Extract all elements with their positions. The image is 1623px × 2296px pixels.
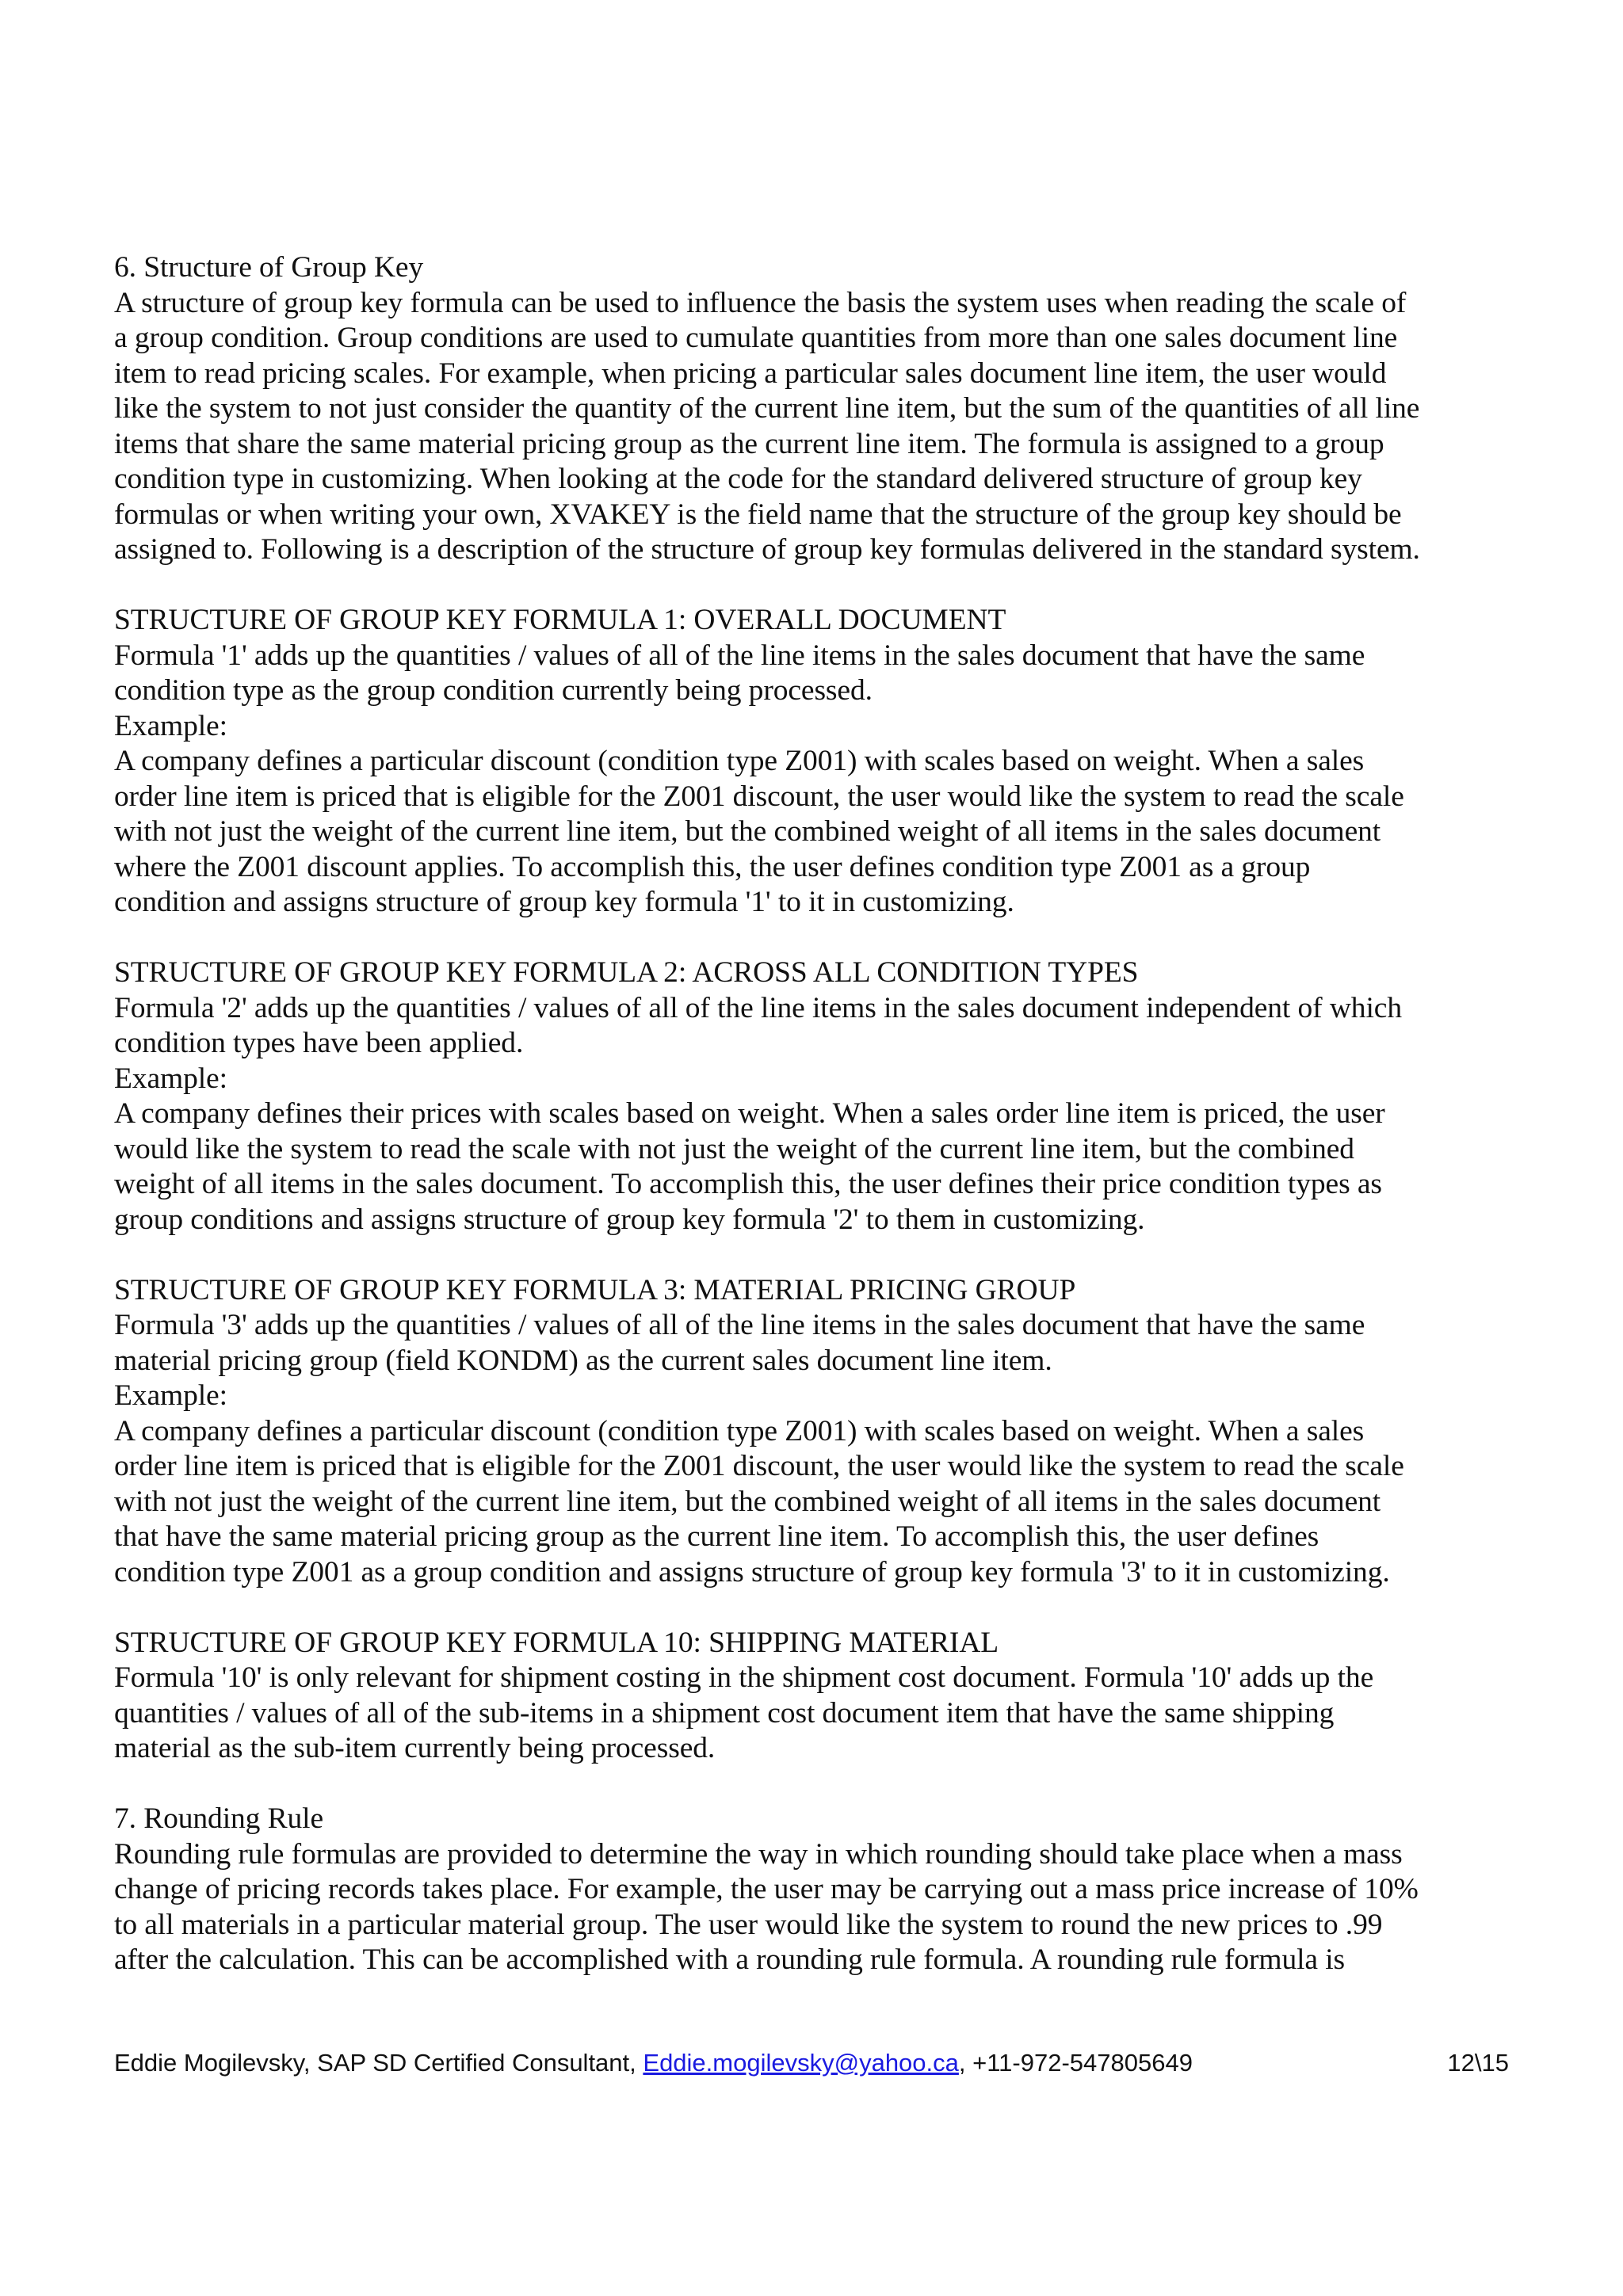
footer-email-link[interactable]: Eddie.mogilevsky@yahoo.ca — [643, 2049, 959, 2077]
paragraph-line: material as the sub-item currently being processed. — [114, 1732, 716, 1764]
paragraph-line: Formula '1' adds up the quantities / values of all of the line items in the sales document that have the same — [114, 639, 1365, 672]
formula-1-block — [114, 603, 1549, 921]
page-footer — [114, 2047, 1509, 2079]
paragraph-line: a group condition. Group conditions are used to cumulate quantities from more than one sales document line — [114, 322, 1398, 354]
paragraph-line: condition type in customizing. When looking at the code for the standard delivered structure of group key — [114, 463, 1362, 495]
footer-phone: , +11-972-547805649 — [958, 2049, 1193, 2077]
paragraph-line: order line item is priced that is eligible for the Z001 discount, the user would like the system to read the scale — [114, 780, 1404, 813]
formula-heading: STRUCTURE OF GROUP KEY FORMULA 1: OVERALL DOCUMENT — [114, 604, 1006, 636]
paragraph-line: where the Z001 discount applies. To accomplish this, the user defines condition type Z001 as a group — [114, 850, 1311, 883]
paragraph-line: material pricing group (field KONDM) as the current sales document line item. — [114, 1344, 1052, 1377]
paragraph-line: to all materials in a particular material group. The user would like the system to round the new prices to .99 — [114, 1908, 1383, 1941]
paragraph-line: order line item is priced that is eligible for the Z001 discount, the user would like the system to read the scale — [114, 1450, 1404, 1482]
document-body — [114, 250, 1549, 2013]
formula-3-block — [114, 1273, 1549, 1591]
paragraph-line: with not just the weight of the current line item, but the combined weight of all items in the sales document — [114, 1485, 1381, 1518]
paragraph-line: Rounding rule formulas are provided to determine the way in which rounding should take place when a mass — [114, 1837, 1403, 1871]
formula-heading: STRUCTURE OF GROUP KEY FORMULA 10: SHIPPING MATERIAL — [114, 1626, 999, 1659]
section-structure-of-group-key — [114, 250, 1549, 568]
formula-heading: STRUCTURE OF GROUP KEY FORMULA 2: ACROSS ALL CONDITION TYPES — [114, 956, 1139, 989]
paragraph-line: Formula '3' adds up the quantities / values of all of the line items in the sales document that have the same — [114, 1309, 1365, 1341]
section-title: 7. Rounding Rule — [114, 1802, 324, 1835]
paragraph-line: condition types have been applied. — [114, 1027, 524, 1059]
example-label: Example: — [114, 1062, 227, 1095]
paragraph-line: that have the same material pricing group as the current line item. To accomplish this, the user defines — [114, 1520, 1319, 1553]
paragraph-line: would like the system to read the scale with not just the weight of the current line item, but the combined — [114, 1132, 1354, 1165]
paragraph-line: condition type as the group condition currently being processed. — [114, 674, 873, 707]
paragraph-line: quantities / values of all of the sub-items in a shipment cost document item that have the same shipping — [114, 1696, 1335, 1730]
section-rounding-rule — [114, 1802, 1549, 1978]
paragraph-line: A company defines a particular discount (condition type Z001) with scales based on weight. When a sales — [114, 745, 1365, 777]
paragraph-line: condition and assigns structure of group key formula '1' to it in customizing. — [114, 886, 1014, 918]
paragraph-line: assigned to. Following is a description of the structure of group key formulas delivered in the standard system. — [114, 533, 1420, 566]
example-label: Example: — [114, 709, 227, 742]
paragraph-line: Formula '2' adds up the quantities / values of all of the line items in the sales document independent of which — [114, 991, 1402, 1024]
paragraph-line: group conditions and assigns structure of group key formula '2' to them in customizing. — [114, 1203, 1145, 1236]
footer-author: Eddie Mogilevsky, SAP SD Certified Consultant, — [114, 2049, 643, 2077]
paragraph-line: item to read pricing scales. For example, when pricing a particular sales document line item, the user would — [114, 357, 1387, 390]
paragraph-line: Formula '10' is only relevant for shipment costing in the shipment cost document. Formula '10' adds up the — [114, 1661, 1374, 1694]
paragraph-line: change of pricing records takes place. For example, the user may be carrying out a mass price increase of 10% — [114, 1873, 1419, 1905]
page-number: 12\15 — [1447, 2049, 1509, 2077]
formula-heading: STRUCTURE OF GROUP KEY FORMULA 3: MATERIAL PRICING GROUP — [114, 1273, 1076, 1306]
paragraph-line: formulas or when writing your own, XVAKEY is the field name that the structure of the group key should be — [114, 498, 1402, 531]
example-label: Example: — [114, 1379, 227, 1412]
paragraph-line: condition type Z001 as a group condition and assigns structure of group key formula '3' to it in customizing. — [114, 1555, 1390, 1589]
paragraph-line: weight of all items in the sales document. To accomplish this, the user defines their price condition types as — [114, 1168, 1382, 1200]
paragraph-line: A company defines a particular discount (condition type Z001) with scales based on weight. When a sales — [114, 1414, 1365, 1447]
paragraph-line: A company defines their prices with scales based on weight. When a sales order line item is priced, the user — [114, 1097, 1385, 1130]
section-title: 6. Structure of Group Key — [114, 251, 424, 284]
paragraph-line: with not just the weight of the current line item, but the combined weight of all items in the sales document — [114, 815, 1381, 848]
paragraph-line: items that share the same material pricing group as the current line item. The formula is assigned to a group — [114, 427, 1384, 460]
paragraph-line: after the calculation. This can be accomplished with a rounding rule formula. A rounding rule formula is — [114, 1943, 1346, 1976]
formula-10-block — [114, 1626, 1549, 1767]
formula-2-block — [114, 955, 1549, 1238]
paragraph-line: A structure of group key formula can be used to influence the basis the system uses when reading the scale of — [114, 286, 1407, 319]
paragraph-line: like the system to not just consider the quantity of the current line item, but the sum of the quantities of all line — [114, 392, 1420, 425]
